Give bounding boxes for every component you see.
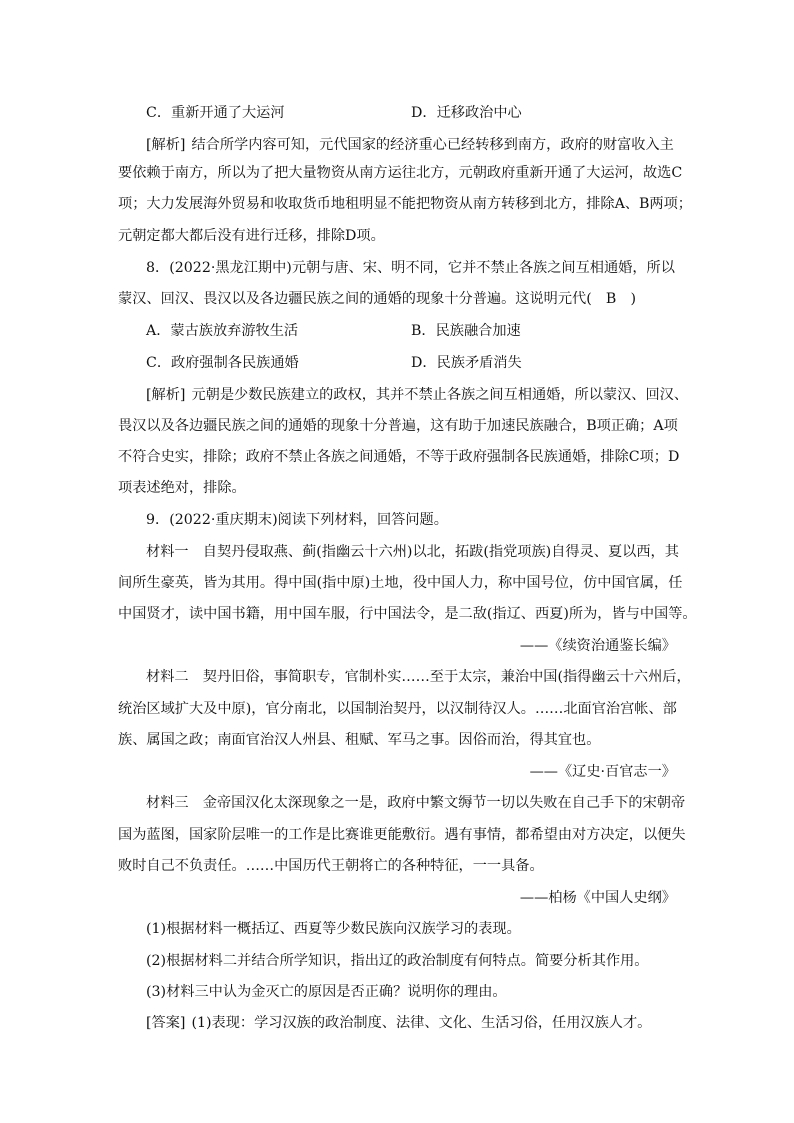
q8-option-b: B．民族融合加速 xyxy=(411,323,521,339)
q9-material3-line-3: 败时自己不负责任。……中国历代王朝将亡的各种特征，一一具备。 xyxy=(118,858,544,874)
q9-material3-line-2: 国为蓝图，国家阶层唯一的工作是比赛谁更能敷衍。遇有事情，都希望由对方决定，以便失 xyxy=(118,827,686,843)
q9-question-2: (2)根据材料二并结合所学知识，指出辽的政治制度有何特点。简要分析其作用。 xyxy=(146,953,649,969)
q8-option-d: D．民族矛盾消失 xyxy=(411,355,522,371)
q7-option-d: D．迁移政治中心 xyxy=(411,105,522,121)
q8-analysis-line-3: 不符合史实，排除；政府不禁止各族之间通婚，不等于政府强制各民族通婚，排除C项；D xyxy=(118,449,680,465)
q8-analysis-line-4: 项表述绝对，排除。 xyxy=(118,480,246,496)
q8-stem-line-2: 蒙汉、回汉、畏汉以及各边疆民族之间的通婚的现象十分普遍。这说明元代( B ) xyxy=(118,291,637,307)
q9-question-1: (1)根据材料一概括辽、西夏等少数民族向汉族学习的表现。 xyxy=(146,921,521,937)
q7-analysis-label: [解析] xyxy=(146,137,186,153)
q8-analysis-line-2: 畏汉以及各边疆民族之间的通婚的现象十分普遍，这有助于加速民族融合，B项正确；A项 xyxy=(118,418,678,434)
q9-material2-line-3: 族、属国之政；南面官治汉人州县、租赋、军马之事。因俗而治，得其宜也。 xyxy=(118,732,601,748)
q9-material1-source: ——《续资治通鉴长编》 xyxy=(519,638,676,654)
q9-material1-line-2: 间所生豪英，皆为其用。得中国(指中原)土地，役中国人力，称中国号位，仿中国官属，任 xyxy=(118,575,683,591)
q8-option-c: C．政府强制各民族通婚 xyxy=(146,355,299,371)
q7-analysis-line-4: 元朝定都大都后没有进行迁移，排除D项。 xyxy=(118,228,385,244)
q7-analysis-line-1: [解析] 结合所学内容可知，元代国家的经济重心已经转移到南方，政府的财富收入主 xyxy=(146,137,674,153)
q8-option-a: A．蒙古族放弃游牧生活 xyxy=(146,323,299,339)
q7-analysis-line-3: 项；大力发展海外贸易和收取货币地租明显不能把物资从南方转移到北方，排除A、B两项； xyxy=(118,196,692,212)
q7-analysis-line-2: 要依赖于南方，所以为了把大量物资从南方运往北方，元朝政府重新开通了大运河，故选C xyxy=(118,165,683,181)
q9-material2-line-2: 统治区域扩大及中原)，官分南北，以国制治契丹，以汉制待汉人。……北面官治宫帐、部 xyxy=(118,701,677,717)
q9-material2-source: ——《辽史·百官志一》 xyxy=(529,764,676,780)
q9-material3-source: ——柏杨《中国人史纲》 xyxy=(519,890,676,906)
q8-analysis-line-1: [解析] 元朝是少数民族建立的政权，其并不禁止各族之间互相通婚，所以蒙汉、回汉、 xyxy=(146,387,689,403)
q9-material3-line-1: 材料三 金帝国汉化太深现象之一是，政府中繁文缛节一切以失败在自己手下的宋朝帝 xyxy=(146,795,686,811)
q9-material2-line-1: 材料二 契丹旧俗，事简职专，官制朴实……至于太宗，兼治中国(指得幽云十六州后， xyxy=(146,669,691,685)
q9-question-3: (3)材料三中认为金灭亡的原因是否正确？说明你的理由。 xyxy=(146,984,507,1000)
q9-answer-line-1: [答案] (1)表现：学习汉族的政治制度、法律、文化、生活习俗，任用汉族人才。 xyxy=(146,1015,652,1031)
q8-stem-line-1: 8．(2022·黑龙江期中)元朝与唐、宋、明不同，它并不禁止各族之间互相通婚，所以 xyxy=(146,260,675,276)
q9-material1-line-3: 中国贤才，读中国书籍，用中国车服，行中国法令，是二敌(指辽、西夏)所为，皆与中国等。 xyxy=(118,606,697,622)
q9-material1-line-1: 材料一 自契丹侵取燕、蓟(指幽云十六州)以北，拓跋(指党项族)自得灵、夏以西，其 xyxy=(146,544,679,560)
q8-analysis-label: [解析] xyxy=(146,387,186,403)
q9-stem: 9．(2022·重庆期末)阅读下列材料，回答问题。 xyxy=(146,512,448,528)
q9-answer-label: [答案] xyxy=(146,1015,186,1031)
q7-option-c: C．重新开通了大运河 xyxy=(146,105,285,121)
